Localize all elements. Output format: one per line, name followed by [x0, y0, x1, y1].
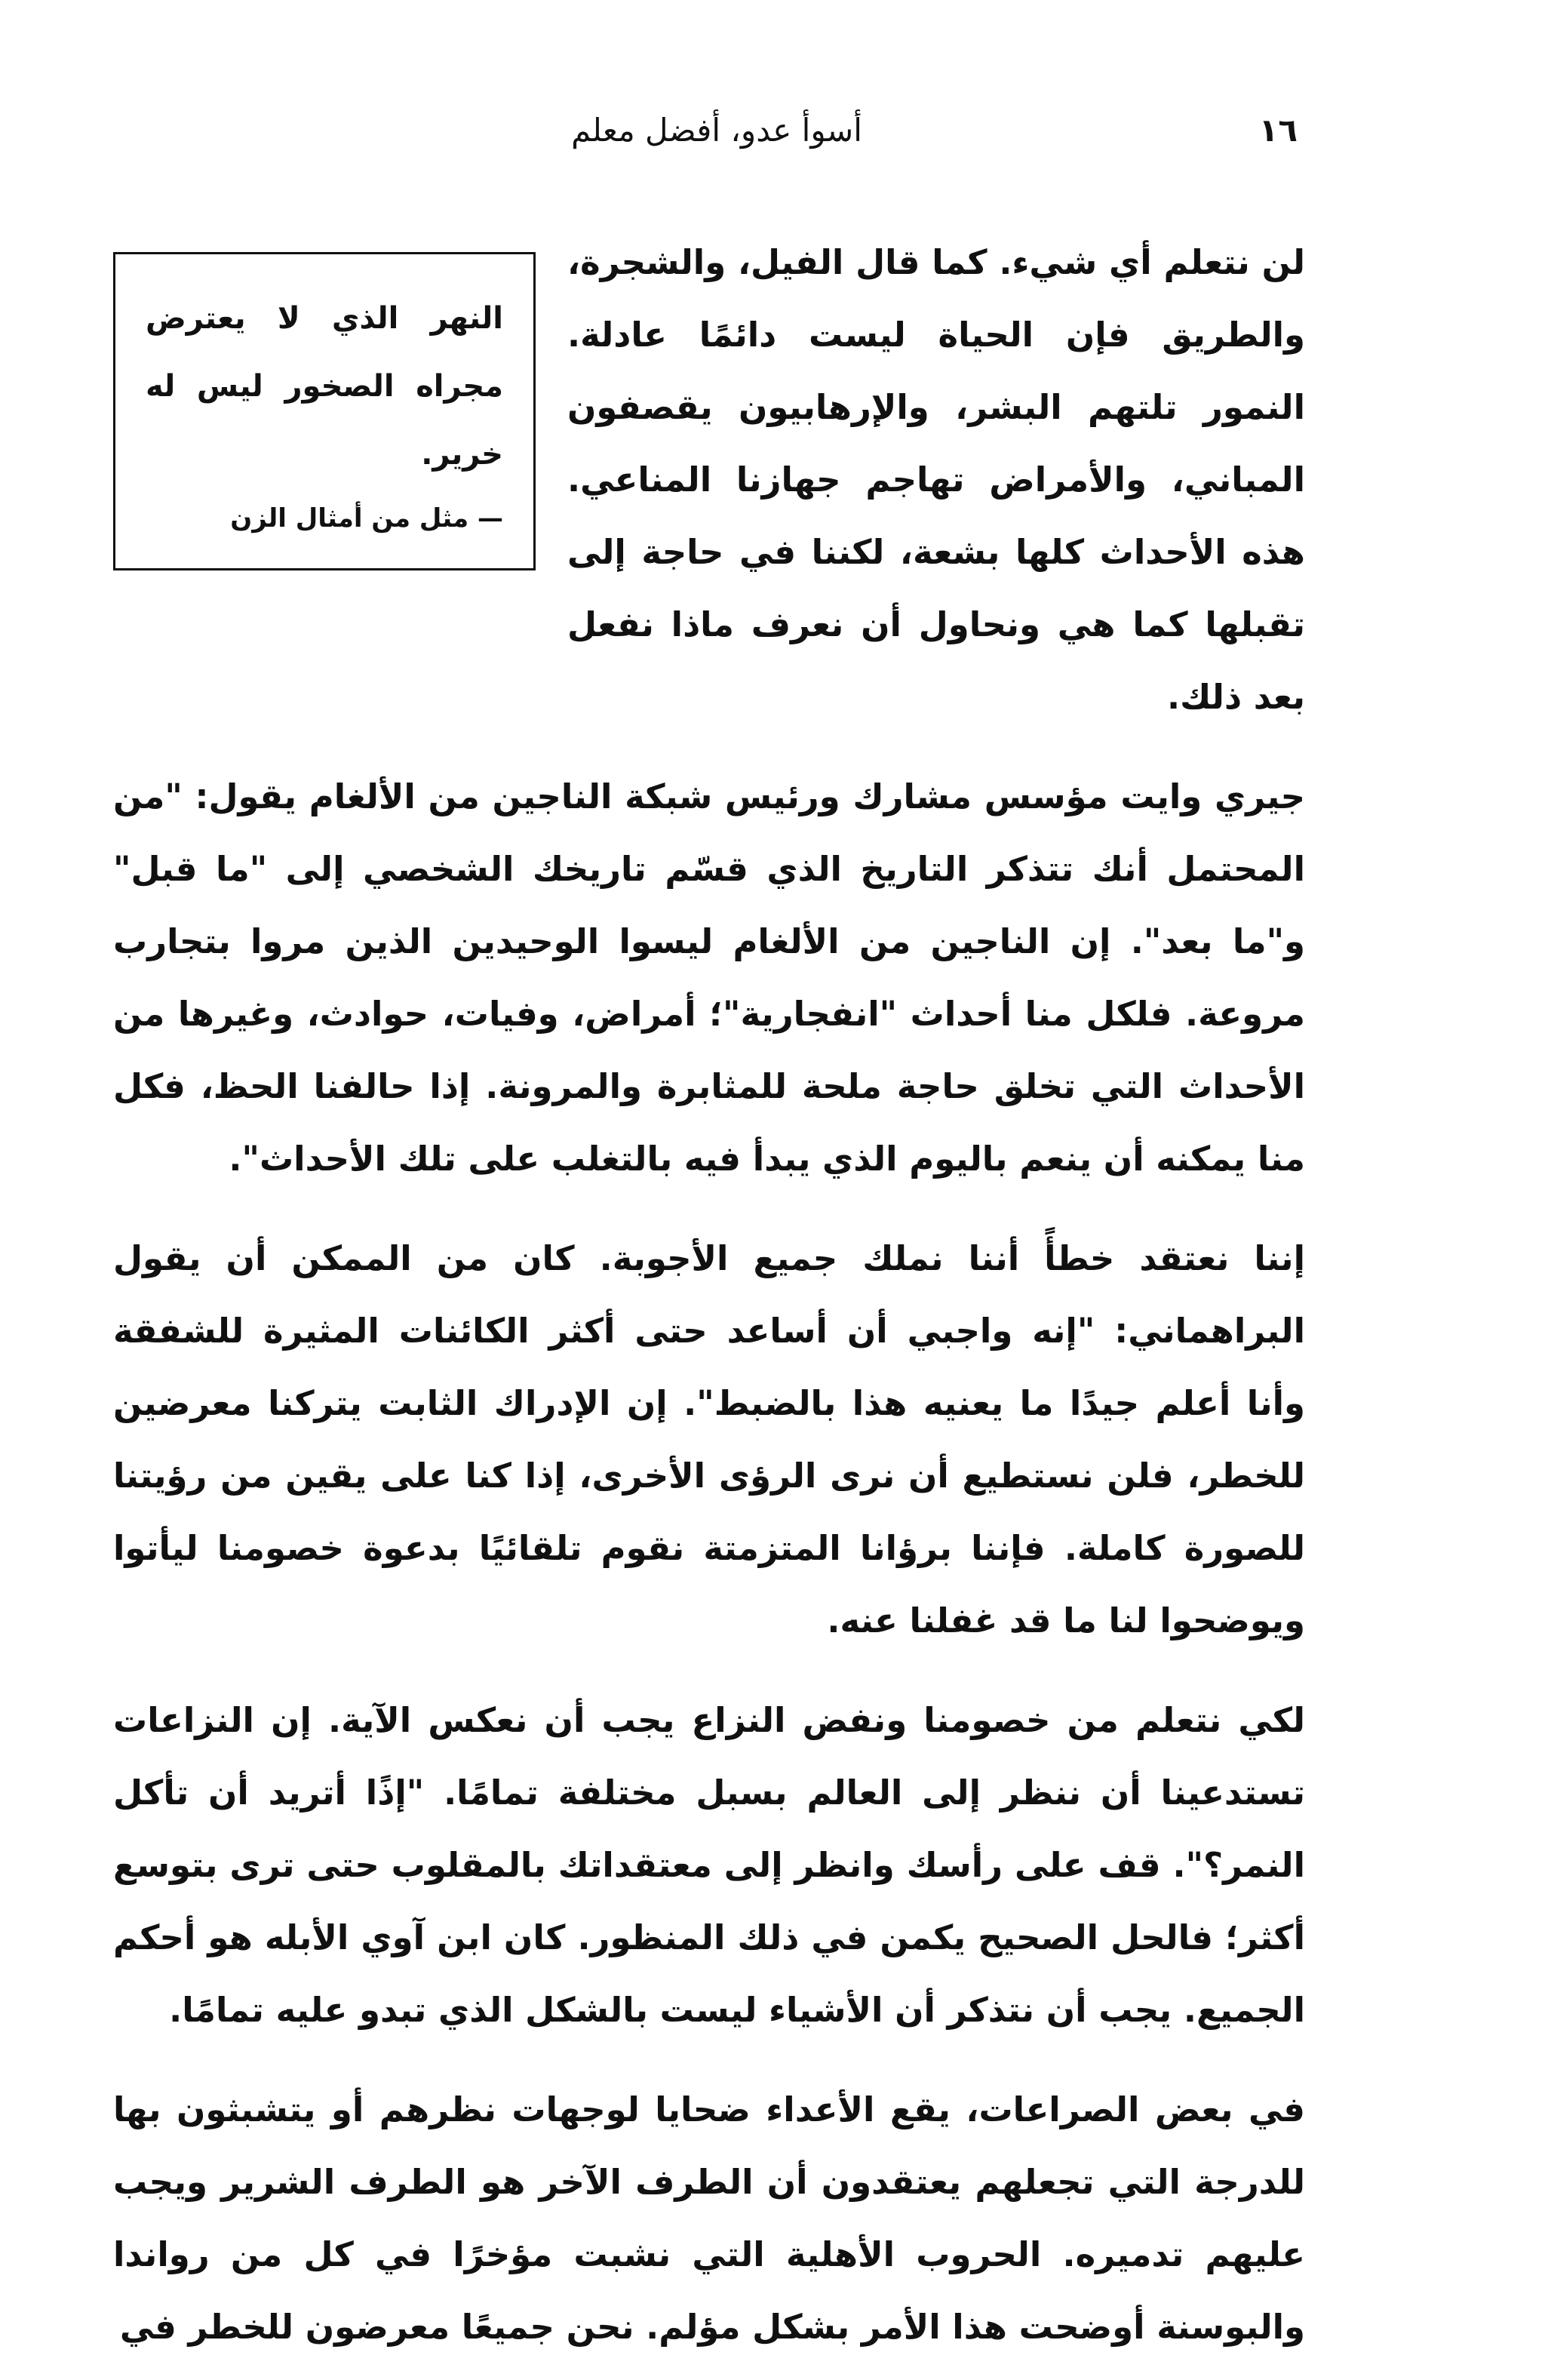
paragraph-4: لكي نتعلم من خصومنا ونفض النزاع يجب أن نعكس الآية. إن النزاعات تستدعينا أن ننظر إلى العالم بسبل مختلفة تمامًا. "إذًا أتريد أن تأكل النمر؟". قف على رأسك وانظر إلى معتقداتك بالمقلوب حتى ترى بتوسع أكثر؛ فالحل الصحيح يكمن في ذلك المنظور. كان ابن آوي الأبله هو أحكم الجميع. يجب أن نتذكر أن الأشياء ليست بالشكل الذي تبدو عليه تمامًا. [113, 1700, 1305, 2030]
body-text [113, 226, 1305, 2363]
paragraph-5: في بعض الصراعات، يقع الأعداء ضحايا لوجهات نظرهم أو يتشبثون بها للدرجة التي تجعلهم يعتقدون أن الطرف الآخر هو الطرف الشرير ويجب عليهم تدميره. الحروب الأهلية التي نشبت مؤخرًا في كل من رواندا والبوسنة أوضحت هذا الأمر بشكل مؤلم. نحن جميعًا معرضون للخطر في [113, 2089, 1305, 2347]
paragraph-1: لن نتعلم أي شيء. كما قال الفيل، والشجرة، والطريق فإن الحياة ليست دائمًا عادلة. النمور تلتهم البشر، والإرهابيون يقصفون المباني، والأمراض تهاجم جهازنا المناعي. هذه الأحداث كلها بشعة، لكننا في حاجة إلى تقبلها كما هي ونحاول أن نعرف ماذا نفعل بعد ذلك. [567, 242, 1305, 717]
running-title: أسوأ عدو، أفضل معلم [571, 112, 862, 149]
paragraph-2: جيري وايت مؤسس مشارك ورئيس شبكة الناجين من الألغام يقول: "من المحتمل أنك تتذكر التاريخ الذي قسّم تاريخك الشخصي إلى "ما قبل" و"ما بعد". إن الناجين من الألغام ليسوا الوحيدين الذين مروا بتجارب مروعة. فلكل منا أحداث "انفجارية"؛ أمراض، وفيات، حوادث، وغيرها من الأحداث التي تخلق حاجة ملحة للمثابرة والمرونة. إذا حالفنا الحظ، فكل منا يمكنه أن ينعم باليوم الذي يبدأ فيه بالتغلب على تلك الأحداث". [113, 776, 1305, 1179]
pull-quote-attribution: — مثل من أمثال الزن [230, 503, 503, 534]
page-number: ١٦ [1258, 112, 1298, 149]
pull-quote-box [113, 252, 536, 570]
page-header [136, 112, 1298, 165]
paragraph-3: إننا نعتقد خطأً أننا نملك جميع الأجوبة. كان من الممكن أن يقول البراهماني: "إنه واجبي أن أساعد حتى أكثر الكائنات المثيرة للشفقة وأنا أعلم جيدًا ما يعنيه هذا بالضبط". إن الإدراك الثابت يتركنا معرضين للخطر، فلن نستطيع أن نرى الرؤى الأخرى، إذا كنا على يقين من رؤيتنا للصورة كاملة. فإننا برؤانا المتزمتة نقوم تلقائيًا بدعوة خصومنا ليأتوا ويوضحوا لنا ما قد غفلنا عنه. [113, 1238, 1305, 1640]
pull-quote-text: النهر الذي لا يعترض مجراه الصخور ليس له خرير. [146, 301, 503, 472]
